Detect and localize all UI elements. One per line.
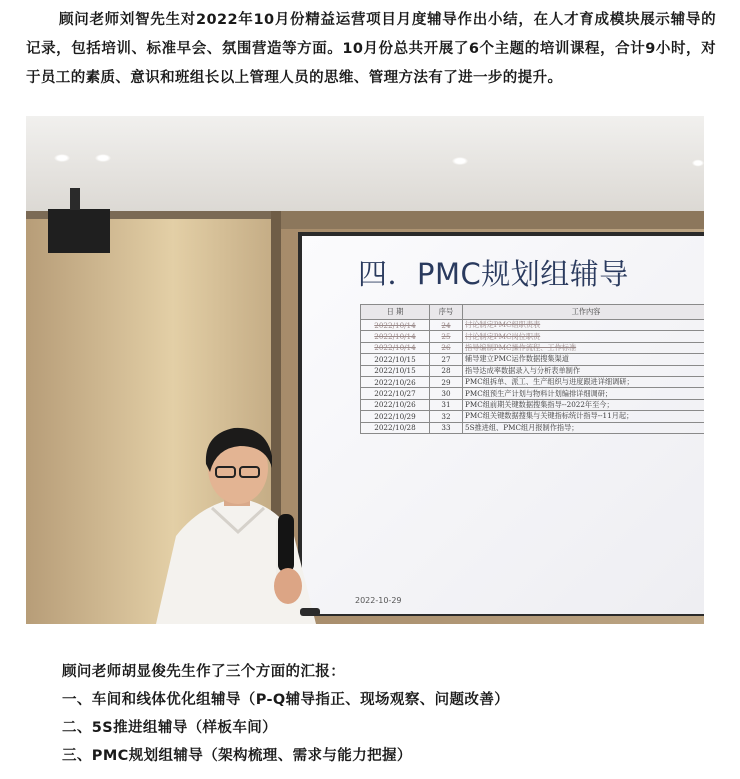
row-no: 28	[430, 365, 463, 376]
slide-table-header	[361, 305, 705, 320]
row-content: 讨论制定PMC岗位职责	[463, 331, 705, 342]
row-no: 24	[430, 320, 463, 331]
row-content: PMC组拆单、派工、生产组织与进度跟进详细调研；	[463, 376, 705, 387]
row-content: 指导达成率数据录入与分析表单制作	[463, 365, 705, 376]
row-date: 2022/10/15	[361, 365, 430, 376]
slide-table-row	[361, 365, 705, 376]
slide-table-row	[361, 320, 705, 331]
row-content: PMC组前期关键数据搜集指导--2022年至今；	[463, 399, 705, 410]
header-content: 工作内容	[463, 305, 705, 320]
slide-table-row	[361, 422, 705, 433]
slide-date: 2022-10-29	[355, 596, 402, 605]
slide-table-row	[361, 411, 705, 422]
row-no: 32	[430, 411, 463, 422]
header-date: 日 期	[361, 305, 430, 320]
ceiling-light	[54, 154, 70, 162]
row-date: 2022/10/15	[361, 354, 430, 365]
slide-table-row	[361, 331, 705, 342]
slide-table-row	[361, 354, 705, 365]
summary-item: 一、车间和线体优化组辅导（P-Q辅导指正、现场观察、问题改善）	[62, 692, 510, 708]
meeting-photo	[26, 116, 704, 624]
row-date: 2022/10/14	[361, 331, 430, 342]
row-content: 辅导建立PMC运作数据搜集渠道	[463, 354, 705, 365]
microphone	[278, 514, 294, 572]
row-content: 指导编制PMC操作流程、工作标准	[463, 342, 705, 353]
row-date: 2022/10/27	[361, 388, 430, 399]
ceiling-light	[692, 160, 704, 167]
row-content: PMC组关键数据搜集与关键指标统计指导--11月起；	[463, 411, 705, 422]
intro-paragraph: 顾问老师刘智先生对2022年10月份精益运营项目月度辅导作出小结，在人才育成模块展示辅导的记录，包括培训、标准早会、氛围营造等方面。10月份总共开展了6个主题的培训课程，合计9小时，对于员工的素质、意识和班组长以上管理人员的思维、管理方法有了进一步的提升。	[26, 12, 716, 86]
row-no: 29	[430, 376, 463, 387]
summary-block	[62, 658, 722, 770]
ceiling	[26, 116, 704, 211]
slide-table-row	[361, 388, 705, 399]
row-content: PMC组预生产计划与物料计划编排详细调研；	[463, 388, 705, 399]
row-date: 2022/10/29	[361, 411, 430, 422]
row-no: 33	[430, 422, 463, 433]
row-content: 讨论制定PMC组职责表	[463, 320, 705, 331]
summary-item: 二、5S推进组辅导（样板车间）	[62, 720, 278, 736]
slide-table-row	[361, 342, 705, 353]
header-no: 序号	[430, 305, 463, 320]
row-no: 26	[430, 342, 463, 353]
summary-lead: 顾问老师胡显俊先生作了三个方面的汇报：	[62, 664, 346, 680]
slide-table-row	[361, 399, 705, 410]
wall-speaker	[48, 209, 110, 253]
row-date: 2022/10/26	[361, 399, 430, 410]
row-date: 2022/10/14	[361, 320, 430, 331]
row-no: 31	[430, 399, 463, 410]
slide-table	[360, 304, 704, 434]
row-date: 2022/10/26	[361, 376, 430, 387]
row-date: 2022/10/28	[361, 422, 430, 433]
slide-title: 四．PMC规划组辅导	[358, 257, 629, 291]
slide-table-row	[361, 376, 705, 387]
ceiling-light	[95, 154, 111, 162]
row-date: 2022/10/14	[361, 342, 430, 353]
row-no: 25	[430, 331, 463, 342]
row-content: 5S推进组、PMC组月报制作指导；	[463, 422, 705, 433]
ceiling-light	[452, 157, 468, 165]
summary-item: 三、PMC规划组辅导（架构梳理、需求与能力把握）	[62, 748, 412, 764]
row-no: 27	[430, 354, 463, 365]
row-no: 30	[430, 388, 463, 399]
